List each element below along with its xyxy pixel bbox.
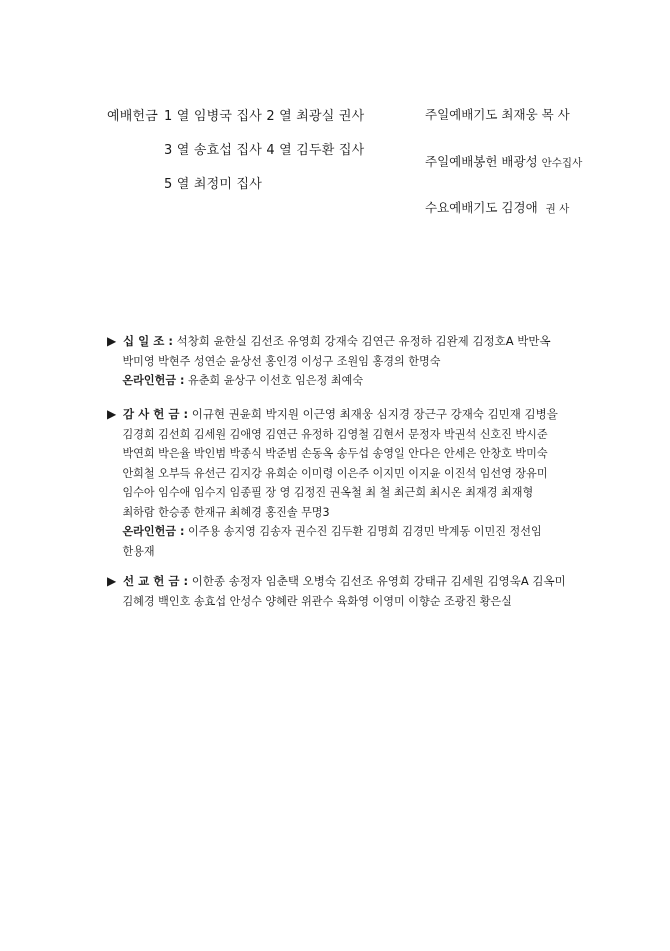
tithe-line-1 [107,332,577,352]
sunday-offering [425,152,582,170]
mission-names-2: 김혜경 백인호 송효섭 안성수 양혜란 위관수 육화영 이영미 이향순 조광진 황은실 [122,593,512,608]
wednesday-prayer-role: 권 사 [545,203,570,215]
mission-section [107,572,577,611]
thanks-online-names-2: 한용재 [122,543,155,558]
offering-row-2: 3 열 송효섭 집사 4 열 김두환 집사 [164,143,365,158]
sunday-offering-label: 주일예배봉헌 배광성 [425,154,538,169]
thanks-names-2: 김경희 김선희 김세원 김애영 김연근 유정하 김영철 김현서 문정자 박권석 신호진 박시준 [122,426,548,441]
mission-names-1: 이한종 송정자 임춘택 오병숙 김선조 유영희 강태규 김세원 김영욱A 김옥미 [191,574,566,588]
arrow-icon: ▶ [107,574,117,588]
thanks-names-5: 임수아 임수애 임수지 임종필 장 영 김정진 권옥철 최 철 최근희 최시온 최재경 최재형 [122,485,534,499]
tithe-section [107,332,577,391]
sunday-offering-role: 안수집사 [541,157,583,169]
mission-line-1 [107,572,577,592]
thanks-label: 감 사 헌 금 : [123,407,189,421]
tithe-online [107,371,561,391]
thanks-online-names-1: 이주용 송지영 김송자 권수진 김두환 김명희 김경민 박계동 이민진 정선임 [187,524,542,538]
tithe-label: 십 일 조 : [123,334,173,348]
thanks-names-6: 최하람 한승종 한재규 최혜경 홍진솔 무명3 [122,504,330,519]
offering-row-1: 1 열 임병국 집사 2 열 최광실 권사 [164,109,365,124]
thanks-names-3: 박연희 박은율 박인범 박종식 박준범 손동옥 송두섭 송영일 안다은 안세은 안창호 박미숙 [122,446,548,460]
arrow-icon: ▶ [107,407,117,421]
thanks-names-4: 안희철 오부득 유선근 김지강 유희순 이미령 이은주 이지민 이지윤 이진석 임선영 장유미 [122,465,548,480]
arrow-icon: ▶ [107,334,117,348]
sunday-prayer: 주일예배기도 최재웅 목 사 [425,107,570,122]
tithe-names-1: 석창희 윤한실 김선조 유영희 강재숙 김연근 유정하 김완제 김정호A 박만옥 [176,334,551,348]
tithe-names-2: 박미영 박현주 성연순 윤상선 홍인경 이성구 조원임 홍경의 한명숙 [122,353,441,368]
tithe-online-label: 온라인헌금 : [122,373,185,387]
thanks-line-1 [107,405,577,425]
thanks-online-label: 온라인헌금 : [122,524,185,538]
offering-label: 예배헌금 [107,109,159,124]
thanks-names-1: 이규현 권윤희 박지원 이근영 최재웅 심지경 장근구 강재숙 김민재 김병을 [191,407,558,421]
thanks-online [107,522,561,542]
wednesday-prayer [425,198,569,216]
offering-row-3: 5 열 최정미 집사 [164,177,263,192]
wednesday-prayer-label: 수요예배기도 김경애 [425,200,538,215]
mission-label: 선 교 헌 금 : [123,574,189,588]
tithe-online-names: 유춘희 윤상구 이선호 임은정 최예숙 [187,373,364,387]
thanksgiving-section [107,405,577,561]
